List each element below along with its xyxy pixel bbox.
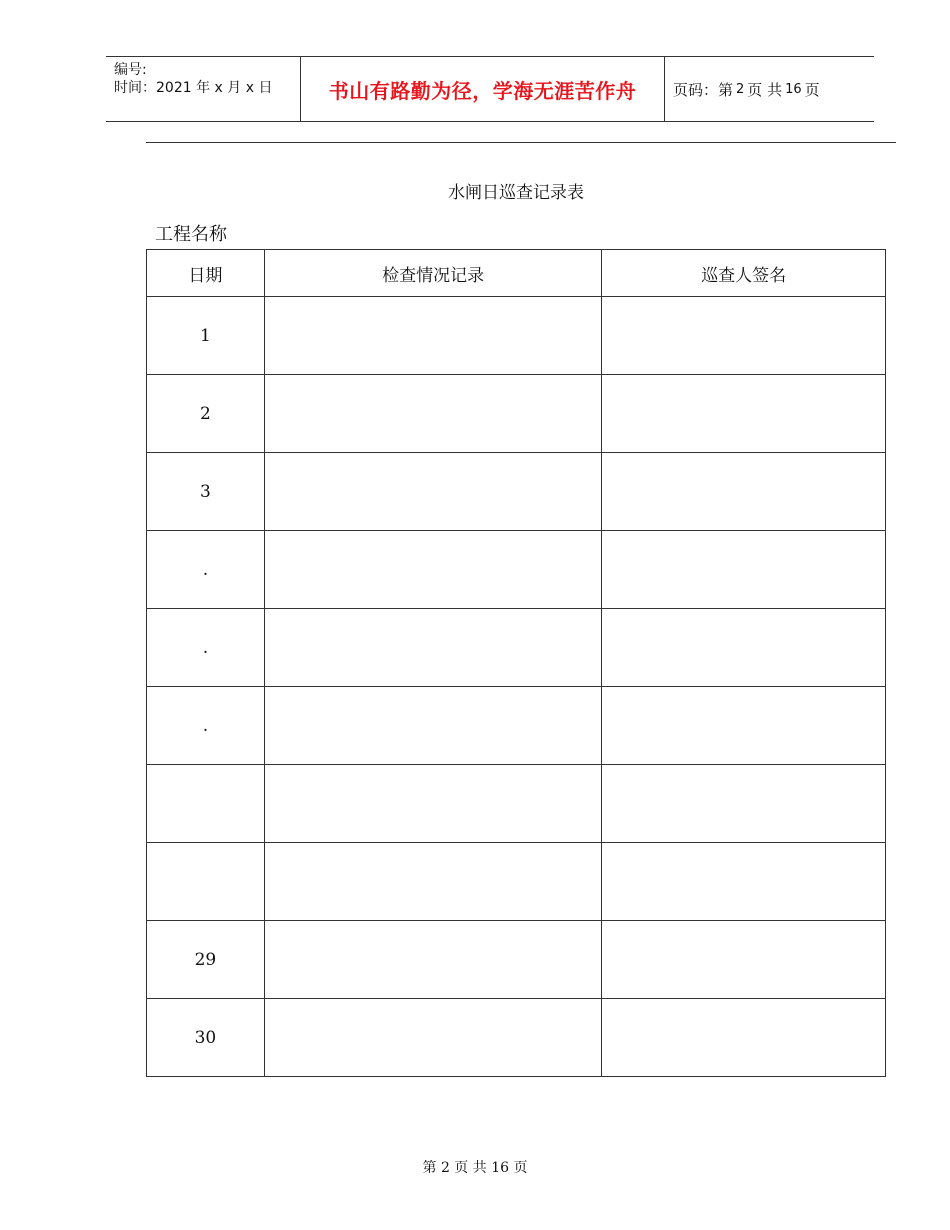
signature-cell[interactable]: [602, 999, 886, 1077]
signature-cell[interactable]: [602, 297, 886, 375]
inspection-record-table: [146, 249, 886, 1077]
header-page-indicator: [665, 57, 874, 121]
header-divider: [146, 142, 896, 143]
signature-cell[interactable]: [602, 609, 886, 687]
record-cell[interactable]: [264, 375, 602, 453]
document-title: 水闸日巡查记录表: [448, 183, 584, 203]
record-cell[interactable]: [264, 921, 602, 999]
header-meta: [106, 57, 301, 121]
table-row: [147, 453, 886, 531]
date-cell: 1: [147, 297, 265, 375]
signature-cell[interactable]: [602, 375, 886, 453]
date-cell: .: [147, 687, 265, 765]
table-row: [147, 531, 886, 609]
page-current: 2: [736, 81, 745, 97]
record-cell[interactable]: [264, 531, 602, 609]
date-cell: 2: [147, 375, 265, 453]
date-cell: 29: [147, 921, 265, 999]
record-cell[interactable]: [264, 609, 602, 687]
header-motto: 书山有路勤为径，学海无涯苦作舟: [301, 57, 665, 121]
table-row: [147, 687, 886, 765]
signature-cell[interactable]: [602, 765, 886, 843]
page-total: 16: [785, 81, 802, 97]
table-row: [147, 843, 886, 921]
project-name-label: 工程名称: [155, 224, 227, 245]
table-row: [147, 921, 886, 999]
date-cell: .: [147, 531, 265, 609]
table-header-row: [147, 250, 886, 297]
page-mid: 页 共: [747, 80, 783, 99]
date-cell: 30: [147, 999, 265, 1077]
page-suffix: 页: [804, 80, 820, 99]
signature-cell[interactable]: [602, 921, 886, 999]
page-footer: 第 2 页 共 16 页: [422, 1160, 528, 1176]
signature-cell[interactable]: [602, 843, 886, 921]
record-cell[interactable]: [264, 687, 602, 765]
table-row: [147, 999, 886, 1077]
signature-cell[interactable]: [602, 531, 886, 609]
record-cell[interactable]: [264, 843, 602, 921]
column-header-signature: 巡查人签名: [602, 250, 886, 297]
date-cell: .: [147, 609, 265, 687]
time-label: 时间：2021 年 x 月 x 日: [114, 80, 273, 96]
signature-cell[interactable]: [602, 687, 886, 765]
record-cell[interactable]: [264, 297, 602, 375]
page-header: [106, 56, 874, 122]
table-row: [147, 375, 886, 453]
serial-number-label: 编号:: [114, 62, 147, 78]
date-cell: [147, 765, 265, 843]
page-prefix: 页码：第: [673, 80, 734, 99]
record-cell[interactable]: [264, 453, 602, 531]
record-cell[interactable]: [264, 999, 602, 1077]
column-header-record: 检查情况记录: [264, 250, 602, 297]
date-cell: 3: [147, 453, 265, 531]
column-header-date: 日期: [147, 250, 265, 297]
signature-cell[interactable]: [602, 453, 886, 531]
record-cell[interactable]: [264, 765, 602, 843]
table-row: [147, 297, 886, 375]
table-row: [147, 765, 886, 843]
date-cell: [147, 843, 265, 921]
table-row: [147, 609, 886, 687]
